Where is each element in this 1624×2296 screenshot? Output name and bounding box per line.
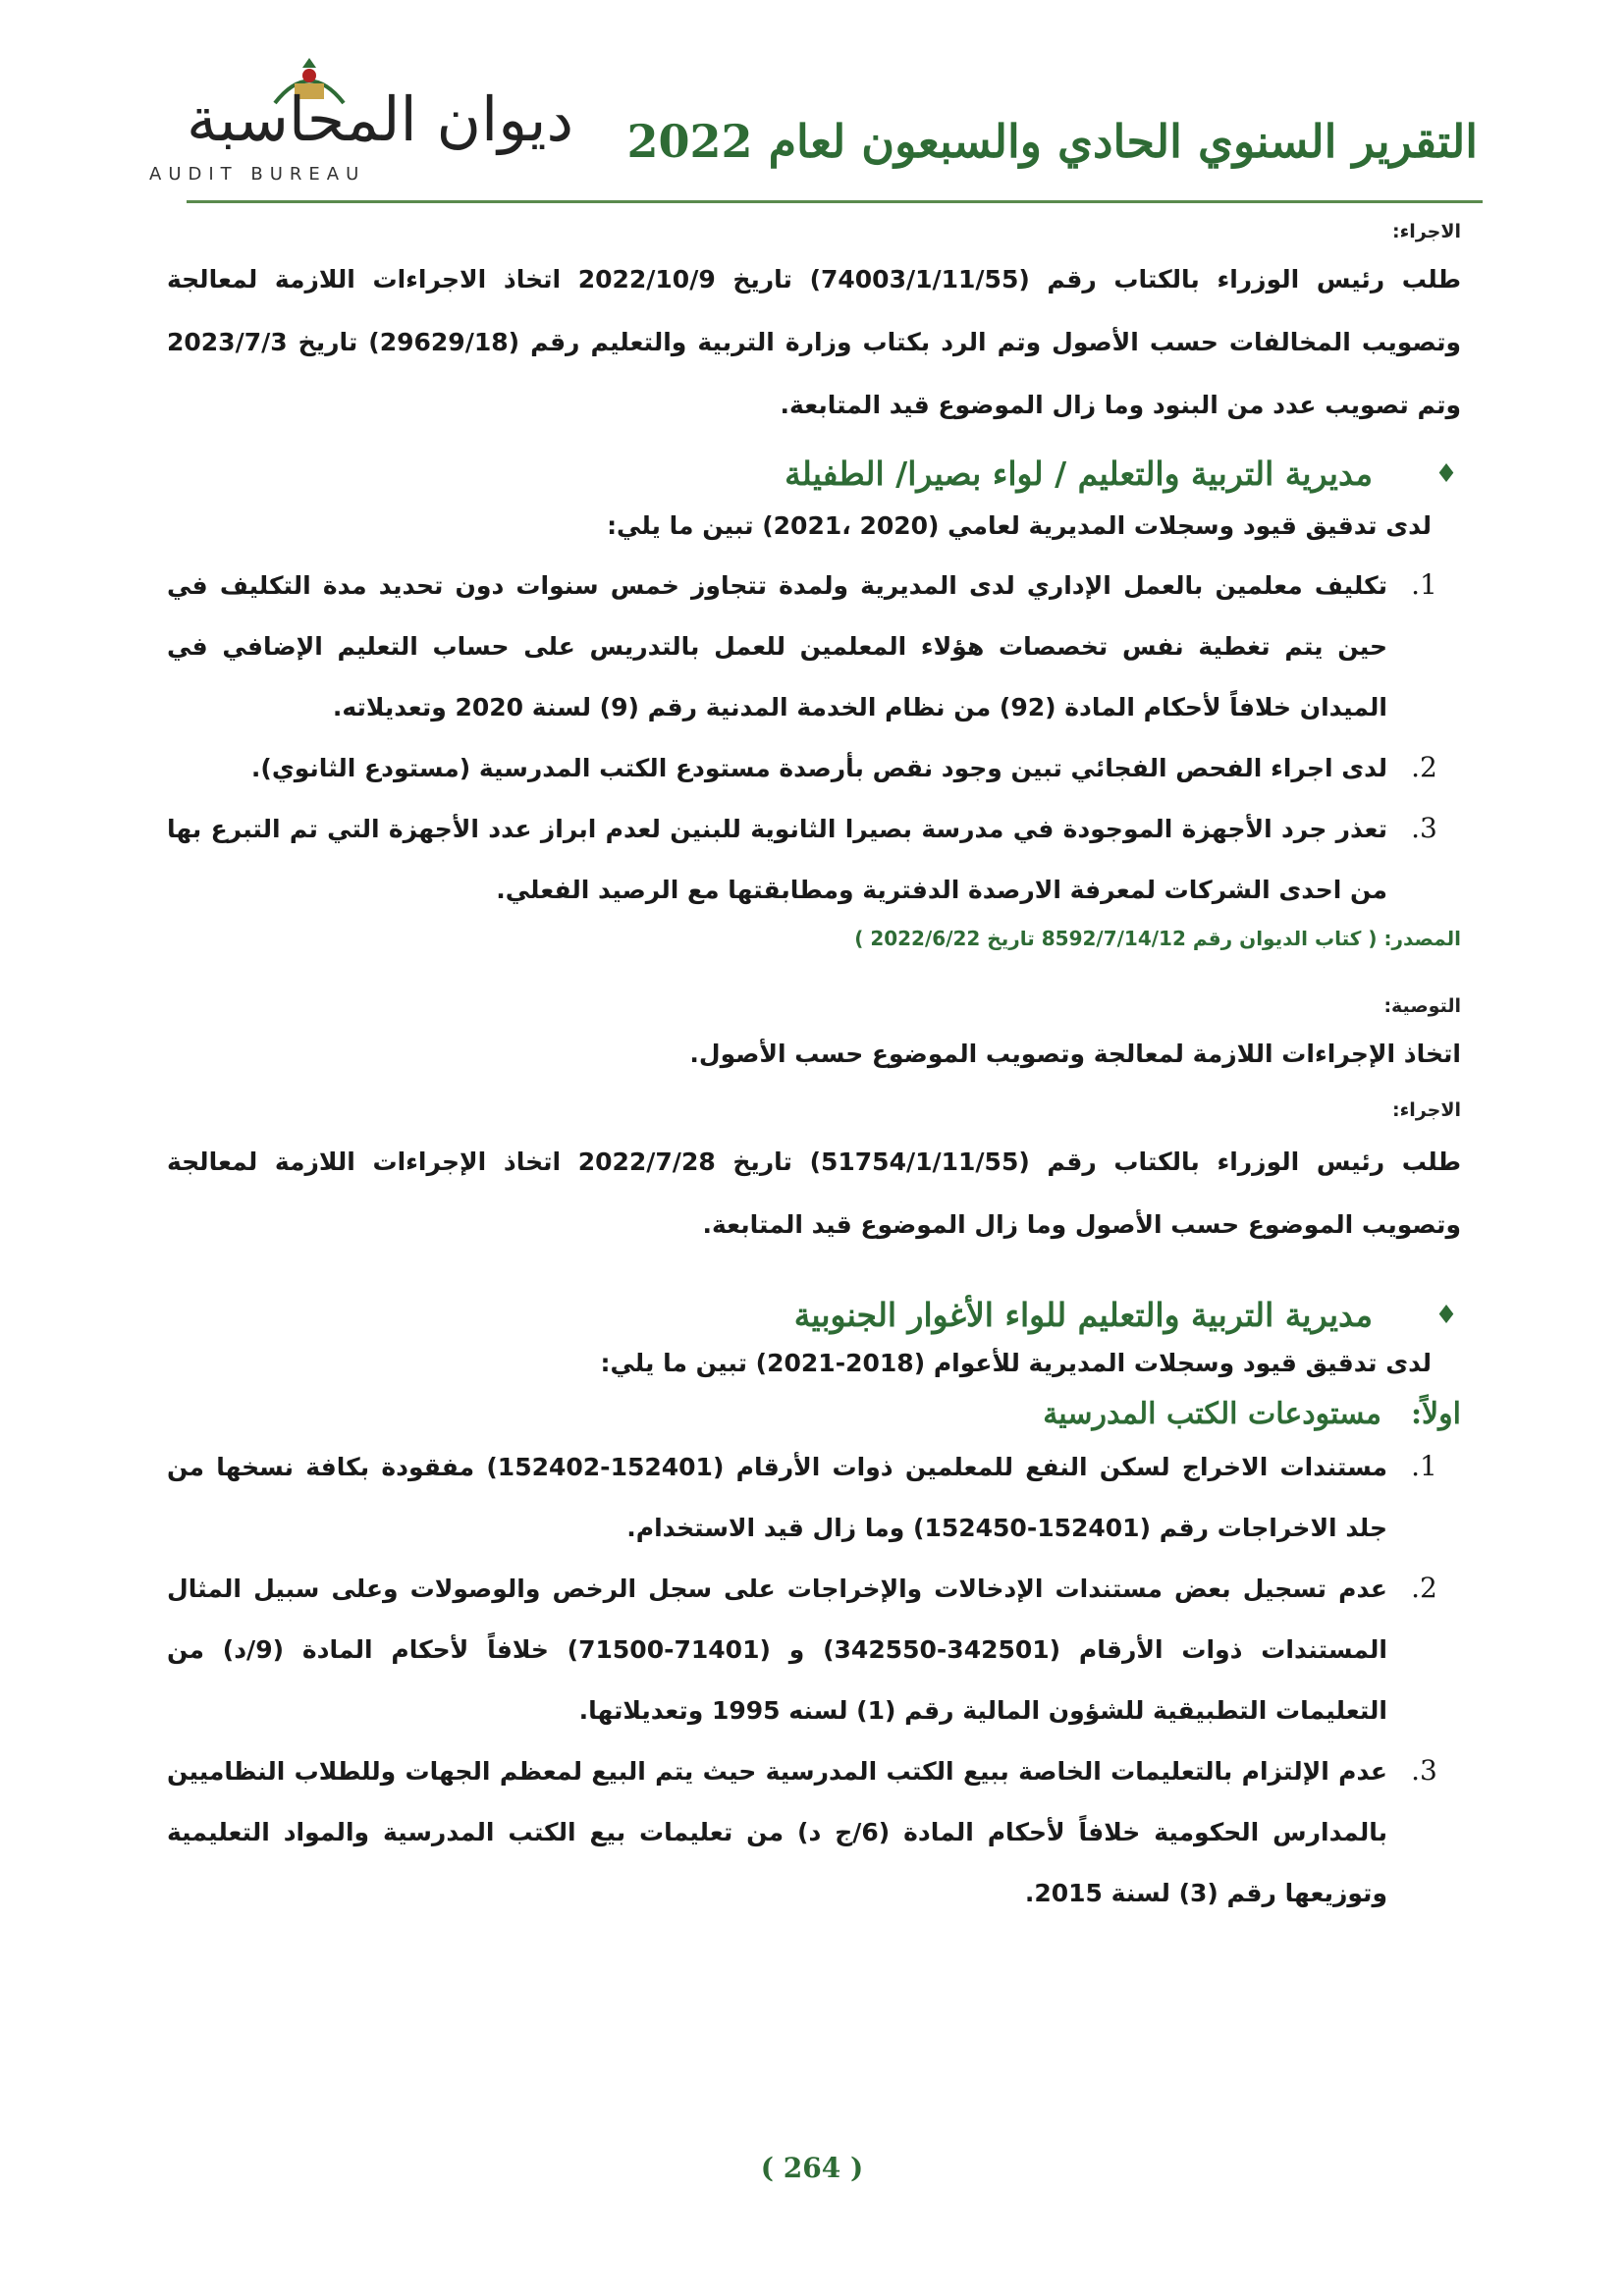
list-item — [167, 1741, 1461, 1924]
item-number: 1. — [1411, 568, 1437, 601]
report-body — [167, 221, 1461, 1924]
section-title: مديرية التربية والتعليم / لواء بصيرا/ الطفيلة — [785, 454, 1373, 493]
procedure-text: طلب رئيس الوزراء بالكتاب رقم (74003/1/11/55) تاريخ 2022/10/9 اتخاذ الاجراءات اللازمة لمعالجة وتصويب المخالفات حسب الأصول وتم الرد بكتاب وزارة التربية والتعليم رقم (29629/18) تاريخ 2023/7/3 وتم تصويب عدد من البنود وما زال الموضوع قيد المتابعة. — [167, 265, 1462, 419]
list-item — [167, 556, 1461, 738]
item-text: عدم تسجيل بعض مستندات الإدخالات والإخراجات على سجل الرخص والوصولات وعلى سبيل المثال المستندات ذوات الأرقام (342501-342550) و (71401-71500) خلافاً لأحكام المادة (9/د) من التعليمات التطبيقية للشؤون المالية رقم (1) لسنه 1995 وتعديلاتها. — [167, 1575, 1387, 1725]
recommendation-text: اتخاذ الإجراءات اللازمة لمعالجة وتصويب الموضوع حسب الأصول. — [689, 1040, 1461, 1068]
report-title: التقرير السنوي الحادي والسبعون لعام 2022 — [626, 115, 1478, 168]
item-number: 2. — [1411, 751, 1437, 783]
logo-arabic-text: ديوان المحاسبة — [187, 83, 574, 155]
subsection-number: اولاً: — [1410, 1397, 1461, 1431]
list-item — [167, 1437, 1461, 1559]
procedure-text: طلب رئيس الوزراء بالكتاب رقم (51754/1/11/55) تاريخ 2022/7/28 اتخاذ الإجراءات اللازمة لمعالجة وتصويب الموضوع حسب الأصول وما زال الموضوع قيد المتابعة. — [167, 1148, 1462, 1239]
procedure-label: الاجراء: — [1392, 221, 1461, 242]
item-number: 3. — [1411, 1754, 1437, 1787]
item-text: مستندات الاخراج لسكن النفع للمعلمين ذوات الأرقام (152401-152402) مفقودة بكافة نسخها من جلد الاخراجات رقم (152401-152450) وما زال قيد الاستخدام. — [167, 1453, 1387, 1542]
header-divider — [187, 200, 1483, 203]
recommendation-label: التوصية: — [1383, 995, 1461, 1017]
logo-latin-text: AUDIT BUREAU — [149, 164, 366, 185]
item-text: تعذر جرد الأجهزة الموجودة في مدرسة بصيرا الثانوية للبنين لعدم ابراز عدد الأجهزة التي تم التبرع بها من احدى الشركات لمعرفة الارصدة الدفترية ومطابقتها مع الرصيد الفعلي. — [167, 815, 1387, 904]
section-intro: لدى تدقيق قيود وسجلات المديرية لعامي (2020 ،2021) تبين ما يلي: — [607, 511, 1432, 540]
item-number: 3. — [1411, 812, 1437, 844]
list-item — [167, 738, 1461, 799]
item-text: عدم الإلتزام بالتعليمات الخاصة ببيع الكتب المدرسية حيث يتم البيع لمعظم الجهات وللطلاب النظاميين بالمدارس الحكومية خلافاً لأحكام المادة (6/ج د) من تعليمات بيع الكتب المدرسية والمواد التعليمية وتوزيعها رقم (3) لسنة 2015. — [167, 1757, 1387, 1907]
subsection-heading — [167, 1397, 1461, 1431]
diamond-bullet-icon: ♦ — [1435, 458, 1458, 489]
findings-list — [167, 1437, 1461, 1924]
source-reference: المصدر: ( كتاب الديوان رقم 8592/7/14/12 تاريخ 2022/6/22 ) — [854, 927, 1461, 950]
page-number: ( 264 ) — [760, 2152, 864, 2184]
section-intro: لدى تدقيق قيود وسجلات المديرية للأعوام (2018-2021) تبين ما يلي: — [600, 1349, 1432, 1377]
item-text: تكليف معلمين بالعمل الإداري لدى المديرية ولمدة تتجاوز خمس سنوات دون تحديد مدة التكليف في حين يتم تغطية نفس تخصصات هؤلاء المعلمين للعمل بالتدريس على حساب التعليم الإضافي في الميدان خلافاً لأحكام المادة (92) من نظام الخدمة المدنية رقم (9) لسنة 2020 وتعديلاته. — [167, 571, 1387, 721]
diamond-bullet-icon: ♦ — [1435, 1300, 1458, 1330]
audit-bureau-logo — [147, 54, 574, 191]
findings-list — [167, 556, 1461, 921]
item-number: 2. — [1411, 1572, 1437, 1604]
subsection-title: مستودعات الكتب المدرسية — [1043, 1397, 1381, 1431]
section-title: مديرية التربية والتعليم للواء الأغوار الجنوبية — [793, 1296, 1373, 1334]
item-number: 1. — [1411, 1450, 1437, 1482]
list-item — [167, 1559, 1461, 1741]
section-heading — [167, 1296, 1461, 1334]
section-heading — [167, 454, 1461, 493]
item-text: لدى اجراء الفحص الفجائي تبين وجود نقص بأرصدة مستودع الكتب المدرسية (مستودع الثانوي). — [250, 754, 1387, 782]
procedure-label: الاجراء: — [1392, 1099, 1461, 1121]
page-header — [147, 54, 1478, 196]
list-item — [167, 799, 1461, 921]
